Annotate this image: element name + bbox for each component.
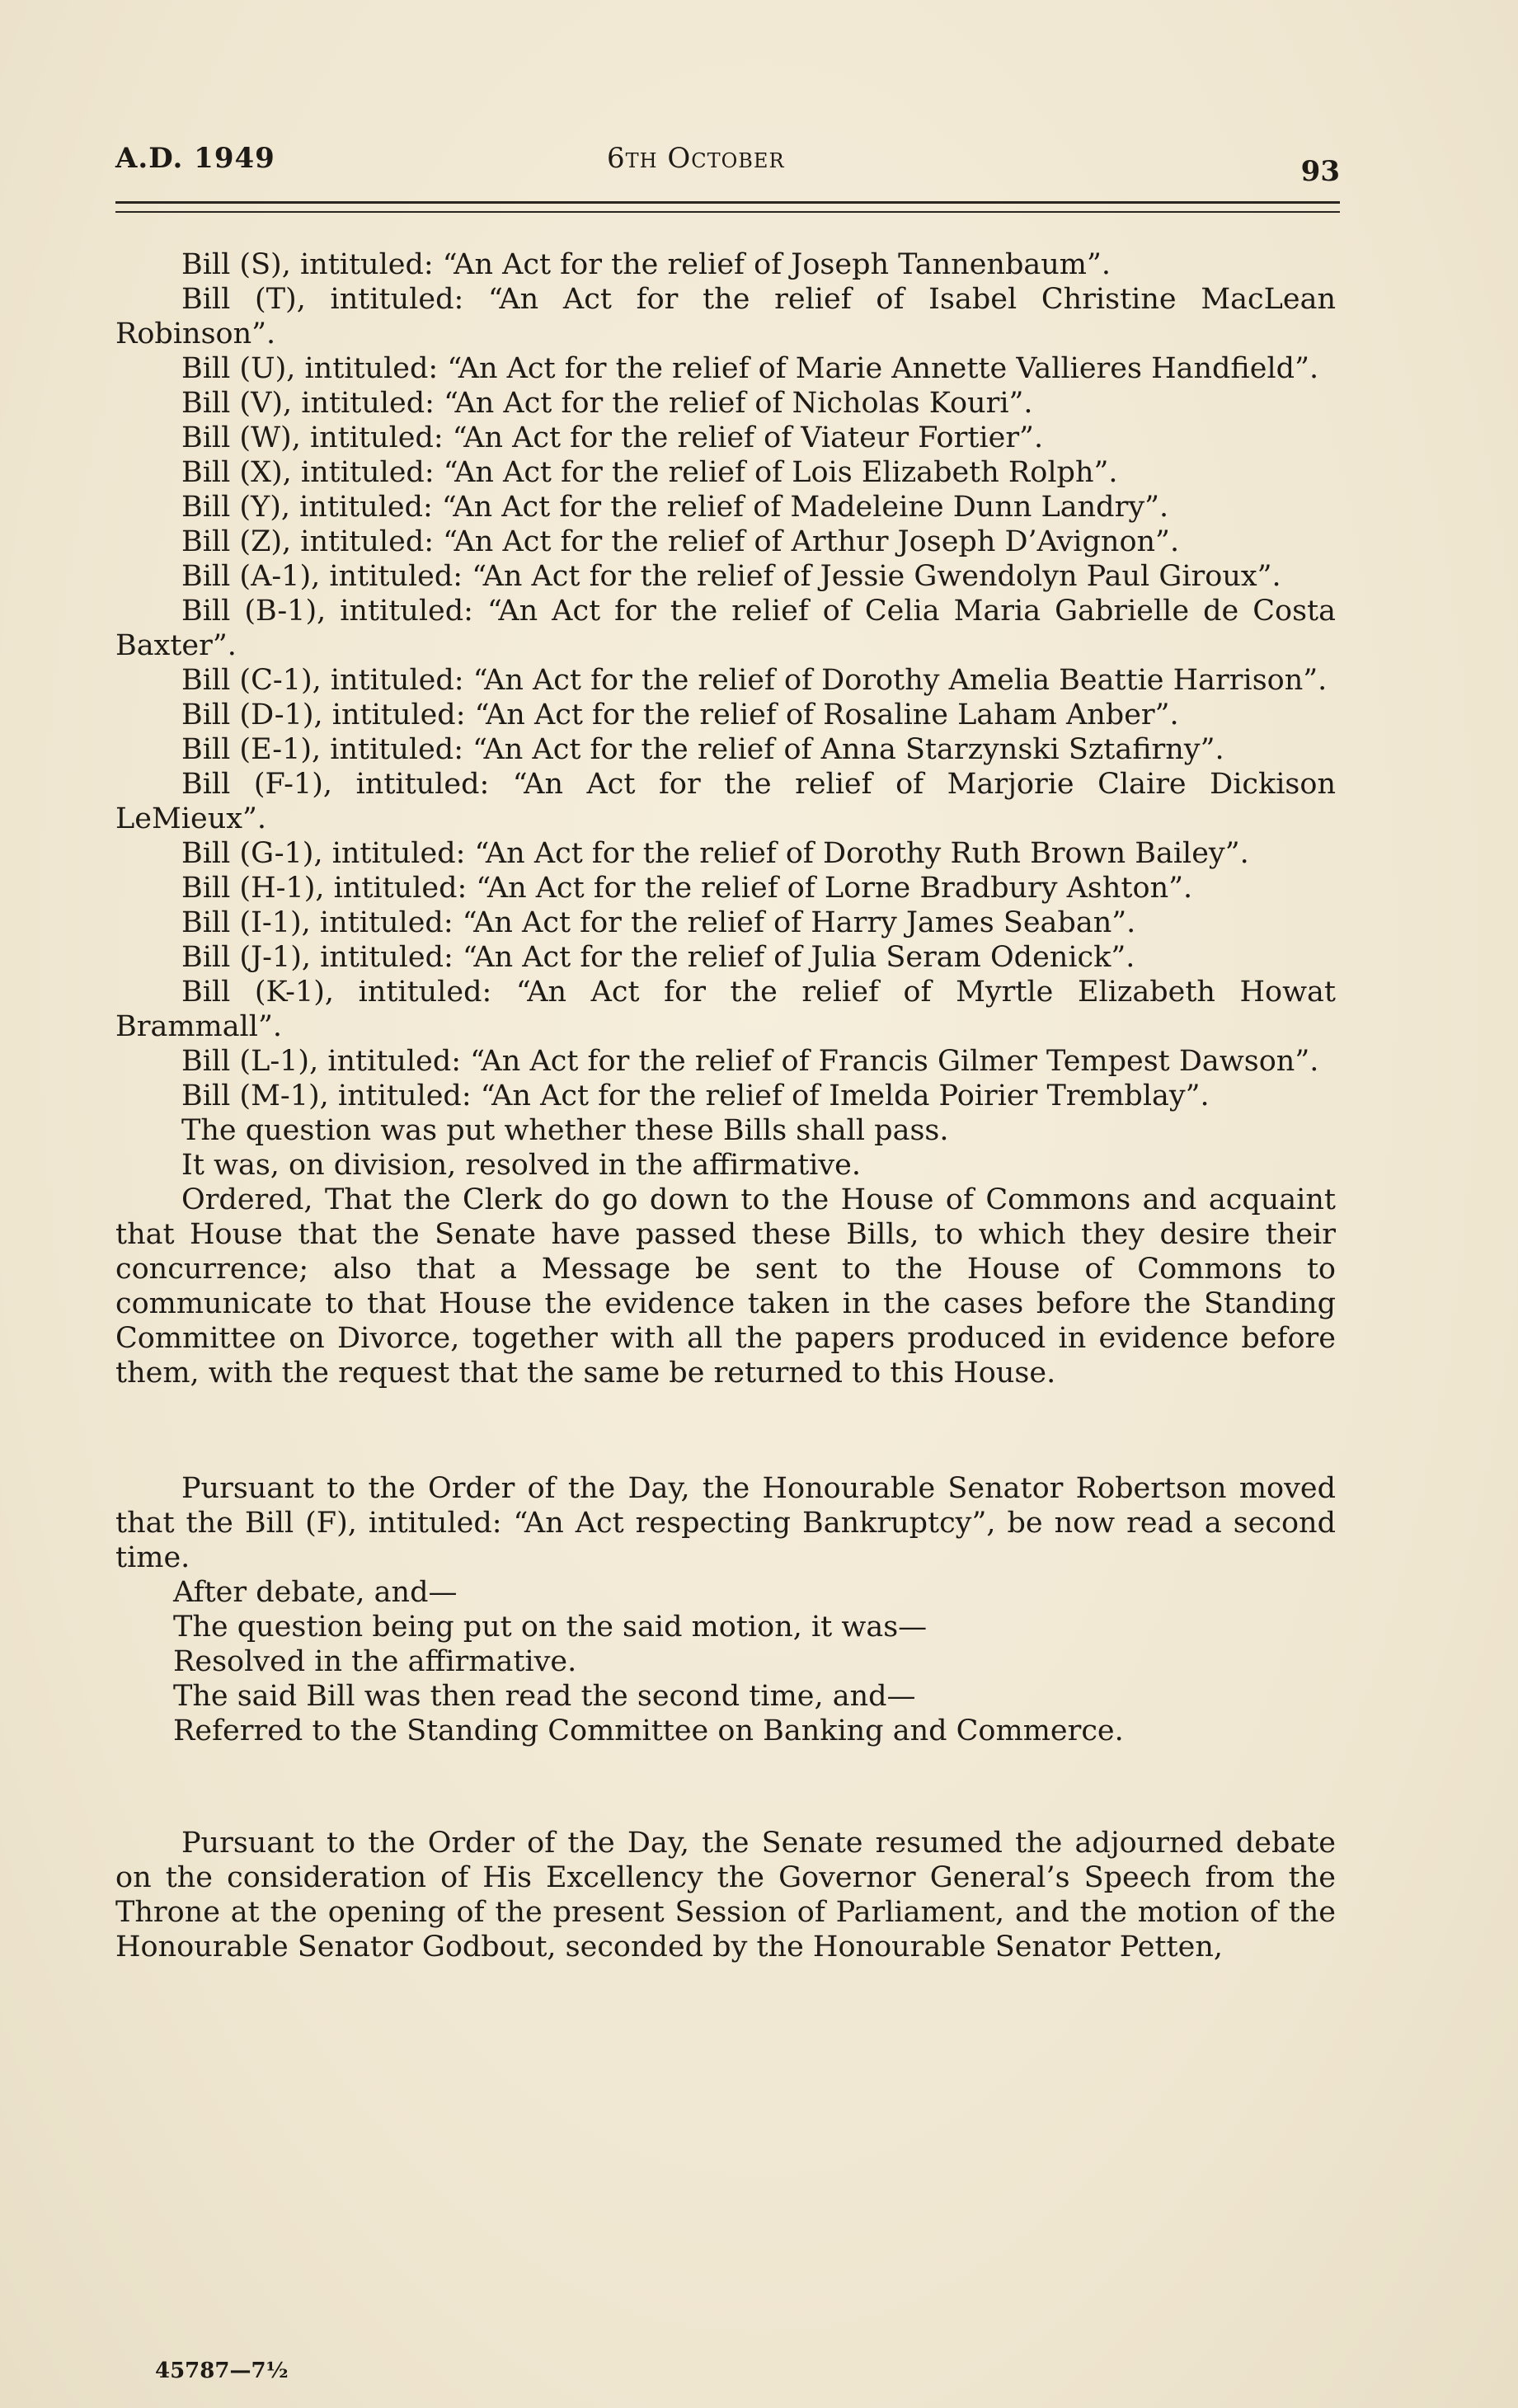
- question-text: The question was put whether these Bills shall pass.: [181, 1114, 949, 1147]
- page-number: 93: [1300, 155, 1340, 188]
- bill-entry: Bill (I-1), intituled: “An Act for the relief of Harry James Seaban”.: [181, 906, 1136, 939]
- bill-entry: Bill (V), intituled: “An Act for the relief of Nicholas Kouri”.: [181, 387, 1033, 420]
- bankruptcy-motion: Pursuant to the Order of the Day, the Honourable Senator Robertson moved that the Bill (F), intituled: “An Act respecting Bankruptcy”, be now read a second time.: [115, 1472, 1336, 1574]
- bill-entry: Bill (X), intituled: “An Act for the relief of Lois Elizabeth Rolph”.: [181, 456, 1118, 489]
- bill-entry: Bill (H-1), intituled: “An Act for the relief of Lorne Bradbury Ashton”.: [181, 872, 1193, 905]
- bill-entry: Bill (J-1), intituled: “An Act for the relief of Julia Seram Odenick”.: [181, 941, 1135, 974]
- header-rule-top: [115, 201, 1340, 204]
- bill-entry: Bill (Z), intituled: “An Act for the relief of Arthur Joseph D’Avignon”.: [181, 525, 1180, 558]
- bill-entry: Bill (B-1), intituled: “An Act for the relief of Celia Maria Gabrielle de Costa Baxter”.: [115, 595, 1336, 662]
- bill-entry: Bill (E-1), intituled: “An Act for the relief of Anna Starzynski Sztafirny”.: [181, 733, 1224, 766]
- debate-paragraph: Pursuant to the Order of the Day, the Senate resumed the adjourned debate on the consideration of His Excellency the Governor General’s Speech from the Throne at the opening of the present Session of Parliament, and the motion of the Honourable Senator Godbout, seconded by the Honourable Senator Petten,: [115, 1827, 1336, 1964]
- section-spacer: [115, 1390, 1336, 1471]
- bill-entry: Bill (U), intituled: “An Act for the relief of Marie Annette Vallieres Handfield”.: [181, 352, 1319, 385]
- bill-entry: Bill (M-1), intituled: “An Act for the relief of Imelda Poirier Tremblay”.: [181, 1079, 1210, 1112]
- proceeding-line: Resolved in the affirmative.: [173, 1645, 577, 1678]
- bill-entry: Bill (Y), intituled: “An Act for the relief of Madeleine Dunn Landry”.: [181, 491, 1169, 524]
- page-body: [115, 247, 1336, 1964]
- proceeding-line: After debate, and—: [173, 1576, 458, 1609]
- resolved-text: It was, on division, resolved in the affirmative.: [181, 1149, 861, 1182]
- proceeding-line: Referred to the Standing Committee on Banking and Commerce.: [173, 1714, 1124, 1747]
- proceeding-line: The said Bill was then read the second time, and—: [173, 1680, 916, 1713]
- bill-entry: Bill (G-1), intituled: “An Act for the relief of Dorothy Ruth Brown Bailey”.: [181, 837, 1249, 870]
- bill-entry: Bill (T), intituled: “An Act for the relief of Isabel Christine MacLean Robinson”.: [115, 283, 1336, 350]
- bill-entry: Bill (F-1), intituled: “An Act for the relief of Marjorie Claire Dickison LeMieux”.: [115, 768, 1336, 835]
- bill-list: [115, 247, 1336, 1113]
- bill-entry: Bill (W), intituled: “An Act for the relief of Viateur Fortier”.: [181, 421, 1044, 454]
- bill-entry: Bill (S), intituled: “An Act for the relief of Joseph Tannenbaum”.: [181, 248, 1111, 281]
- bill-entry: Bill (K-1), intituled: “An Act for the relief of Myrtle Elizabeth Howat Brammall”.: [115, 976, 1336, 1043]
- header-rule-bottom: [115, 211, 1340, 213]
- header-title: 6th October: [607, 142, 785, 175]
- section-spacer: [115, 1748, 1336, 1826]
- proceeding-line: The question being put on the said motion, it was—: [173, 1611, 928, 1644]
- printer-signature: 45787—7½: [155, 2359, 289, 2383]
- bill-entry: Bill (A-1), intituled: “An Act for the relief of Jessie Gwendolyn Paul Giroux”.: [181, 560, 1281, 593]
- header-date: A.D. 1949: [115, 142, 275, 175]
- ordered-paragraph: Ordered, That the Clerk do go down to the House of Commons and acquaint that House that the Senate have passed these Bills, to which they desire their concurrence; also that a Message be sent to the House of Commons to communicate to that House the evidence taken in the cases before the Standing Committee on Divorce, together with all the papers produced in evidence before them, with the request that the same be returned to this House.: [115, 1183, 1336, 1390]
- bill-entry: Bill (L-1), intituled: “An Act for the relief of Francis Gilmer Tempest Dawson”.: [181, 1045, 1319, 1078]
- bill-entry: Bill (C-1), intituled: “An Act for the relief of Dorothy Amelia Beattie Harrison”.: [181, 664, 1328, 697]
- bill-entry: Bill (D-1), intituled: “An Act for the relief of Rosaline Laham Anber”.: [181, 698, 1179, 731]
- page-header: [115, 142, 1340, 191]
